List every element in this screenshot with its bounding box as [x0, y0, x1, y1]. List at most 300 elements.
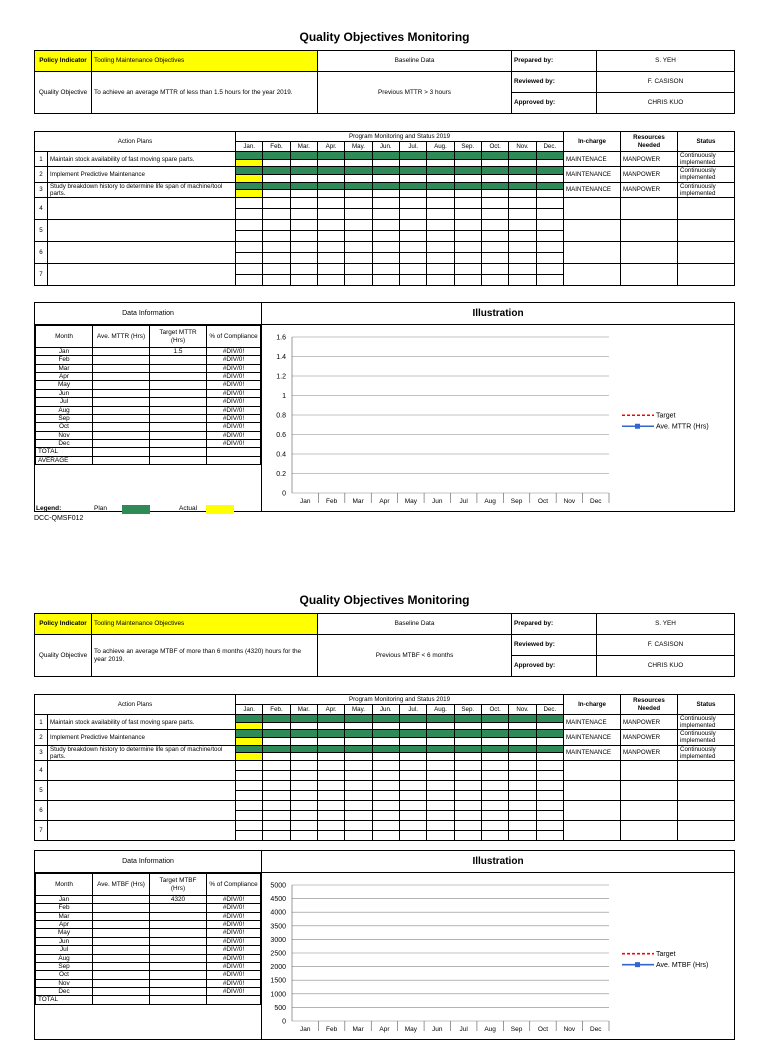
actual-bar-cell — [263, 208, 290, 219]
actual-bar-cell — [345, 252, 372, 263]
month-cell: Jun — [36, 937, 93, 945]
actual-bar-cell — [236, 790, 263, 800]
empty-cell — [150, 448, 207, 456]
plan-bar-cell — [454, 152, 481, 160]
illustration-panel — [262, 850, 735, 1040]
actual-bar-cell — [399, 790, 426, 800]
actual-bar-cell — [372, 790, 399, 800]
plan-bar-cell — [427, 197, 454, 208]
actual-bar-cell — [399, 830, 426, 840]
actual-bar-cell — [481, 753, 508, 761]
plan-status: Continuously implemented — [678, 152, 735, 167]
x-tick-label: Nov — [563, 498, 576, 505]
y-tick-label: 3500 — [270, 923, 286, 931]
plan-bar-cell — [427, 800, 454, 810]
policy-indicator-value: Tooling Maintenance Objectives — [92, 614, 318, 635]
actual-bar-cell — [317, 790, 344, 800]
actual-bar-cell — [345, 737, 372, 745]
actual-bar-cell — [427, 190, 454, 198]
actual-bar-cell — [345, 770, 372, 780]
target-cell — [150, 423, 207, 431]
actual-bar-cell — [317, 230, 344, 241]
y-tick-label: 1500 — [270, 977, 286, 985]
actual-bar-cell — [481, 722, 508, 730]
prepared-by-value: S. YEH — [597, 51, 735, 72]
page-title: Quality Objectives Monitoring — [299, 593, 470, 607]
plan-text — [48, 197, 236, 219]
baseline-label: Baseline Data — [318, 51, 512, 72]
actual-bar-cell — [454, 208, 481, 219]
program-monitoring-header: Program Monitoring and Status 2019 — [236, 132, 564, 142]
plan-bar-cell — [317, 760, 344, 770]
actual-bar-cell — [399, 190, 426, 198]
y-tick-label: 0.4 — [276, 451, 286, 459]
month-header-mar: Mar. — [290, 142, 317, 152]
actual-bar-cell — [372, 159, 399, 167]
reviewed-by-label: Reviewed by: — [512, 635, 597, 656]
plan-number: 7 — [35, 263, 48, 285]
actual-bar-cell — [399, 770, 426, 780]
target-cell — [150, 921, 207, 929]
month-cell: Jul — [36, 398, 93, 406]
plan-bar-cell — [427, 745, 454, 753]
actual-bar-cell — [263, 274, 290, 285]
plan-incharge: MAINTENANCE — [564, 182, 621, 197]
actual-bar-cell — [536, 810, 563, 820]
plan-bar-cell — [454, 241, 481, 252]
target-cell — [150, 971, 207, 979]
plan-bar-cell — [536, 182, 563, 190]
actual-bar-cell — [345, 753, 372, 761]
plan-status — [678, 197, 735, 219]
ave-cell — [93, 398, 150, 406]
approved-by-value: CHRIS KUO — [597, 656, 735, 677]
plan-incharge — [564, 241, 621, 263]
plan-bar-cell — [345, 715, 372, 723]
plan-text: Maintain stock availability of fast moving spare parts. — [48, 715, 236, 730]
empty-cell — [93, 996, 150, 1004]
empty-cell — [207, 448, 261, 456]
compliance-cell: #DIV/0! — [207, 896, 261, 904]
actual-bar-cell — [427, 174, 454, 182]
target-cell — [150, 431, 207, 439]
month-cell: Dec — [36, 439, 93, 447]
actual-bar-cell — [509, 790, 536, 800]
line-chart — [262, 325, 735, 513]
actual-bar-cell — [536, 753, 563, 761]
actual-bar-cell — [236, 252, 263, 263]
plan-bar-cell — [317, 167, 344, 175]
y-tick-label: 1 — [282, 393, 286, 400]
plan-bar-cell — [427, 152, 454, 160]
target-cell — [150, 954, 207, 962]
legend-label-1: Ave. MTTR (Hrs) — [656, 423, 709, 431]
compliance-cell: #DIV/0! — [207, 946, 261, 954]
y-tick-label: 0.2 — [276, 471, 286, 478]
x-tick-label: Jul — [459, 498, 468, 505]
plan-bar-cell — [372, 167, 399, 175]
actual-bar-cell — [372, 753, 399, 761]
plan-bar-cell — [536, 241, 563, 252]
plan-bar-cell — [481, 197, 508, 208]
actual-bar-cell — [481, 230, 508, 241]
plan-bar-cell — [317, 152, 344, 160]
actual-bar-cell — [536, 790, 563, 800]
actual-bar-cell — [263, 790, 290, 800]
month-cell: Apr — [36, 373, 93, 381]
plan-status — [678, 800, 735, 820]
plan-bar-cell — [454, 730, 481, 738]
actual-bar-cell — [236, 230, 263, 241]
actual-bar-cell — [399, 753, 426, 761]
actual-bar-cell — [345, 810, 372, 820]
policy-indicator-label: Policy Indicator — [35, 614, 92, 635]
ave-cell — [93, 921, 150, 929]
month-header-oct: Oct. — [481, 142, 508, 152]
x-tick-label: Oct — [537, 498, 549, 505]
plan-bar-cell — [481, 730, 508, 738]
actual-bar-cell — [427, 737, 454, 745]
plan-bar-cell — [372, 219, 399, 230]
prepared-by-label: Prepared by: — [512, 614, 597, 635]
actual-bar-cell — [290, 174, 317, 182]
plan-bar-cell — [509, 745, 536, 753]
actual-label: Actual — [179, 505, 198, 512]
actual-bar-cell — [399, 208, 426, 219]
plan-bar-cell — [236, 715, 263, 723]
actual-bar-cell — [345, 230, 372, 241]
actual-bar-cell — [263, 722, 290, 730]
actual-bar-cell — [317, 737, 344, 745]
plan-bar-cell — [536, 800, 563, 810]
empty-cell — [207, 456, 261, 464]
plan-bar-cell — [372, 152, 399, 160]
actual-bar-cell — [454, 737, 481, 745]
actual-bar-cell — [536, 190, 563, 198]
actual-bar-cell — [399, 174, 426, 182]
actual-bar-cell — [454, 174, 481, 182]
plan-bar-cell — [454, 800, 481, 810]
plan-incharge — [564, 197, 621, 219]
month-cell: Oct — [36, 423, 93, 431]
x-tick-label: May — [404, 498, 418, 505]
x-tick-label: Apr — [379, 1026, 390, 1033]
x-tick-label: Feb — [326, 1026, 338, 1033]
data-information-title: Data Information — [35, 851, 261, 873]
actual-bar-cell — [345, 159, 372, 167]
plan-bar-cell — [236, 241, 263, 252]
plan-bar-cell — [481, 152, 508, 160]
plan-resources: MANPOWER — [621, 715, 678, 730]
compliance-cell: #DIV/0! — [207, 912, 261, 920]
plan-bar-cell — [290, 152, 317, 160]
actual-bar-cell — [399, 230, 426, 241]
plan-bar-cell — [454, 219, 481, 230]
actual-bar-cell — [236, 810, 263, 820]
plan-status — [678, 241, 735, 263]
ave-cell — [93, 406, 150, 414]
plan-bar-cell — [290, 715, 317, 723]
plan-bar-cell — [372, 780, 399, 790]
target-cell — [150, 356, 207, 364]
actual-bar-cell — [536, 159, 563, 167]
data-information-panel — [34, 850, 262, 1040]
actual-bar-cell — [372, 722, 399, 730]
ave-cell — [93, 987, 150, 995]
compliance-cell: #DIV/0! — [207, 381, 261, 389]
legend-label: Legend: — [36, 505, 62, 512]
actual-bar-cell — [345, 830, 372, 840]
legend-label-1: Ave. MTBF (Hrs) — [656, 962, 709, 970]
compliance-cell: #DIV/0! — [207, 937, 261, 945]
plan-bar-cell — [399, 760, 426, 770]
actual-bar-cell — [536, 830, 563, 840]
plan-bar-cell — [263, 182, 290, 190]
plan-bar-cell — [427, 820, 454, 830]
actual-bar-cell — [317, 722, 344, 730]
plan-bar-cell — [481, 219, 508, 230]
actual-bar-cell — [317, 830, 344, 840]
ave-cell — [93, 904, 150, 912]
plan-bar-cell — [290, 219, 317, 230]
target-cell — [150, 962, 207, 970]
y-tick-label: 4000 — [270, 909, 286, 917]
plan-bar-cell — [481, 800, 508, 810]
actual-bar-cell — [427, 274, 454, 285]
target-cell — [150, 987, 207, 995]
approved-by-label: Approved by: — [512, 93, 597, 114]
plan-text — [48, 241, 236, 263]
plan-bar-cell — [536, 152, 563, 160]
actual-bar-cell — [509, 208, 536, 219]
actual-bar-cell — [263, 190, 290, 198]
compliance-cell: #DIV/0! — [207, 356, 261, 364]
actual-bar-cell — [454, 830, 481, 840]
plan-status — [678, 820, 735, 840]
ave-cell — [93, 439, 150, 447]
plan-bar-cell — [399, 820, 426, 830]
plan-bar-cell — [399, 167, 426, 175]
plan-bar-cell — [290, 730, 317, 738]
actual-bar-cell — [509, 753, 536, 761]
plan-bar-cell — [536, 715, 563, 723]
actual-bar-cell — [399, 737, 426, 745]
month-cell: Apr — [36, 921, 93, 929]
plan-bar-cell — [454, 197, 481, 208]
plan-text — [48, 780, 236, 800]
plan-bar-cell — [236, 219, 263, 230]
plan-bar-cell — [317, 780, 344, 790]
plan-bar-cell — [317, 241, 344, 252]
compliance-cell: #DIV/0! — [207, 979, 261, 987]
plan-number: 6 — [35, 241, 48, 263]
month-col-header: Month — [36, 874, 93, 896]
plan-bar-cell — [317, 219, 344, 230]
plan-number: 3 — [35, 745, 48, 760]
compliance-cell: #DIV/0! — [207, 348, 261, 356]
x-tick-label: Sep — [510, 1026, 523, 1033]
compliance-cell: #DIV/0! — [207, 954, 261, 962]
actual-bar-cell — [263, 753, 290, 761]
target-cell — [150, 381, 207, 389]
plan-status — [678, 219, 735, 241]
actual-bar-cell — [372, 770, 399, 780]
actual-bar-cell — [290, 737, 317, 745]
ave-cell — [93, 364, 150, 372]
month-cell: Jan — [36, 348, 93, 356]
plan-bar-cell — [236, 167, 263, 175]
data-information-panel — [34, 302, 262, 512]
plan-resources — [621, 263, 678, 285]
plan-bar-cell — [509, 152, 536, 160]
ave-cell — [93, 431, 150, 439]
compliance-cell: #DIV/0! — [207, 398, 261, 406]
plan-bar-cell — [536, 730, 563, 738]
plan-incharge — [564, 263, 621, 285]
month-cell: Jun — [36, 389, 93, 397]
plan-bar-cell — [509, 820, 536, 830]
plan-text: Study breakdown history to determine life span of machine/tool parts. — [48, 182, 236, 197]
plan-bar-cell — [290, 800, 317, 810]
plan-resources — [621, 241, 678, 263]
plan-bar-cell — [454, 760, 481, 770]
plan-bar-cell — [427, 182, 454, 190]
illustration-title: Illustration — [262, 303, 734, 325]
month-cell: Mar — [36, 912, 93, 920]
actual-bar-cell — [236, 737, 263, 745]
baseline-value: Previous MTBF < 6 months — [318, 635, 512, 677]
actual-bar-cell — [427, 252, 454, 263]
plan-resources: MANPOWER — [621, 167, 678, 182]
actual-bar-cell — [509, 230, 536, 241]
plan-bar-cell — [399, 241, 426, 252]
actual-bar-cell — [454, 753, 481, 761]
plan-bar-cell — [372, 730, 399, 738]
actual-bar-cell — [290, 753, 317, 761]
x-tick-label: Aug — [484, 498, 496, 505]
month-cell: Aug — [36, 406, 93, 414]
actual-bar-cell — [481, 252, 508, 263]
actual-bar-cell — [290, 770, 317, 780]
actual-bar-cell — [290, 230, 317, 241]
actual-bar-cell — [317, 810, 344, 820]
plan-resources — [621, 800, 678, 820]
plan-bar-cell — [263, 152, 290, 160]
plan-bar-cell — [454, 715, 481, 723]
target-cell — [150, 406, 207, 414]
actual-bar-cell — [509, 810, 536, 820]
y-tick-label: 1.4 — [276, 354, 286, 361]
x-tick-label: Jun — [432, 1026, 443, 1033]
actual-bar-cell — [290, 190, 317, 198]
plan-status: Continuously implemented — [678, 167, 735, 182]
target-cell: 4320 — [150, 896, 207, 904]
target-cell — [150, 439, 207, 447]
x-tick-label: Apr — [379, 498, 390, 505]
actual-bar-cell — [345, 274, 372, 285]
plan-bar-cell — [236, 820, 263, 830]
plan-bar-cell — [317, 197, 344, 208]
x-tick-label: Mar — [352, 498, 364, 505]
plan-bar-cell — [290, 197, 317, 208]
plan-number: 4 — [35, 197, 48, 219]
compliance-cell: #DIV/0! — [207, 364, 261, 372]
actual-bar-cell — [345, 208, 372, 219]
plan-bar-cell — [372, 760, 399, 770]
illustration-title: Illustration — [262, 851, 734, 873]
plan-incharge — [564, 219, 621, 241]
actual-bar-cell — [481, 274, 508, 285]
actual-bar-cell — [481, 159, 508, 167]
plan-bar-cell — [399, 730, 426, 738]
actual-bar-cell — [454, 810, 481, 820]
actual-bar-cell — [509, 770, 536, 780]
plan-bar-cell — [481, 715, 508, 723]
plan-bar-cell — [399, 715, 426, 723]
x-tick-label: Jan — [299, 1026, 311, 1033]
plan-bar-cell — [236, 730, 263, 738]
plan-bar-cell — [427, 263, 454, 274]
actual-bar-cell — [263, 770, 290, 780]
actual-bar-cell — [399, 722, 426, 730]
month-cell: Oct — [36, 971, 93, 979]
actual-bar-cell — [427, 810, 454, 820]
empty-cell — [93, 448, 150, 456]
compliance-cell: #DIV/0! — [207, 962, 261, 970]
plan-bar-cell — [536, 745, 563, 753]
plan-number: 1 — [35, 152, 48, 167]
actual-bar-cell — [236, 722, 263, 730]
month-header-jul: Jul. — [399, 705, 426, 715]
plan-bar-cell — [290, 263, 317, 274]
actual-bar-cell — [454, 770, 481, 780]
plan-bar-cell — [427, 730, 454, 738]
plan-bar-cell — [317, 730, 344, 738]
plan-bar-cell — [454, 820, 481, 830]
plan-bar-cell — [236, 182, 263, 190]
legend-marker — [635, 962, 640, 967]
x-tick-label: Mar — [352, 1026, 364, 1033]
actual-bar-cell — [236, 830, 263, 840]
actual-bar-cell — [236, 190, 263, 198]
plan-text — [48, 800, 236, 820]
plan-bar-cell — [263, 219, 290, 230]
plan-bar-cell — [536, 197, 563, 208]
program-monitoring-header: Program Monitoring and Status 2019 — [236, 695, 564, 705]
plan-text: Maintain stock availability of fast moving spare parts. — [48, 152, 236, 167]
month-cell: Dec — [36, 987, 93, 995]
plan-bar-cell — [263, 715, 290, 723]
actual-bar-cell — [427, 790, 454, 800]
plan-number: 2 — [35, 167, 48, 182]
plan-bar-cell — [236, 152, 263, 160]
actual-bar-cell — [454, 159, 481, 167]
quality-objective-label: Quality Objective — [35, 72, 92, 114]
actual-swatch — [206, 505, 234, 514]
plan-bar-cell — [263, 263, 290, 274]
plan-bar-cell — [317, 263, 344, 274]
actual-bar-cell — [536, 230, 563, 241]
plan-incharge: MAINTENACE — [564, 152, 621, 167]
plan-bar-cell — [345, 219, 372, 230]
actual-bar-cell — [263, 174, 290, 182]
plan-text — [48, 263, 236, 285]
month-header-oct: Oct. — [481, 705, 508, 715]
plan-bar-cell — [509, 715, 536, 723]
actual-bar-cell — [454, 274, 481, 285]
actual-bar-cell — [481, 770, 508, 780]
ave-cell — [93, 929, 150, 937]
